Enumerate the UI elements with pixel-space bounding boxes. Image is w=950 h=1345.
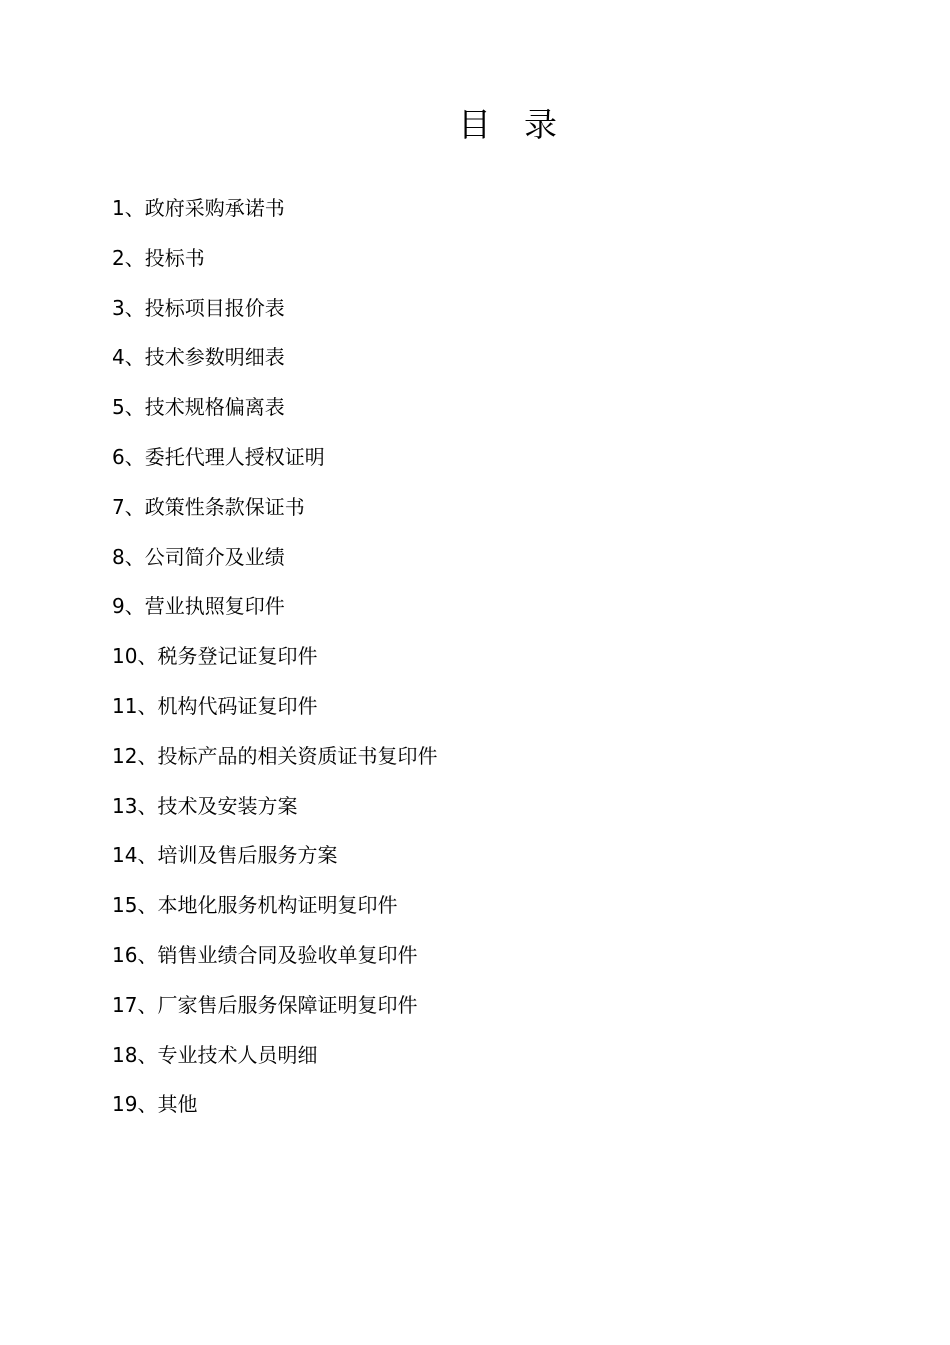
- toc-item: 11、机构代码证复印件: [112, 693, 318, 718]
- toc-item: 16、销售业绩合同及验收单复印件: [112, 942, 418, 967]
- toc-item: 2、投标书: [112, 245, 205, 270]
- page-title: 目 录: [458, 105, 557, 144]
- toc-item: 6、委托代理人授权证明: [112, 444, 325, 469]
- toc-item: 15、本地化服务机构证明复印件: [112, 893, 398, 918]
- toc-item: 17、厂家售后服务保障证明复印件: [112, 992, 418, 1017]
- toc-item: 7、政策性条款保证书: [112, 494, 305, 519]
- toc-list: [112, 188, 437, 1134]
- toc-item: 10、税务登记证复印件: [112, 644, 318, 669]
- toc-item: 18、专业技术人员明细: [112, 1042, 318, 1067]
- toc-item: 1、政府采购承诺书: [112, 196, 285, 220]
- toc-item: 14、培训及售后服务方案: [112, 843, 338, 868]
- toc-item: 9、营业执照复印件: [112, 594, 285, 619]
- toc-item: 5、技术规格偏离表: [112, 395, 285, 420]
- toc-item: 8、公司简介及业绩: [112, 544, 285, 569]
- toc-item: 3、投标项目报价表: [112, 295, 285, 320]
- toc-item: 12、投标产品的相关资质证书复印件: [112, 743, 438, 768]
- toc-item: 19、其他: [112, 1092, 198, 1117]
- toc-item: 13、技术及安装方案: [112, 793, 298, 818]
- toc-item: 4、技术参数明细表: [112, 345, 285, 370]
